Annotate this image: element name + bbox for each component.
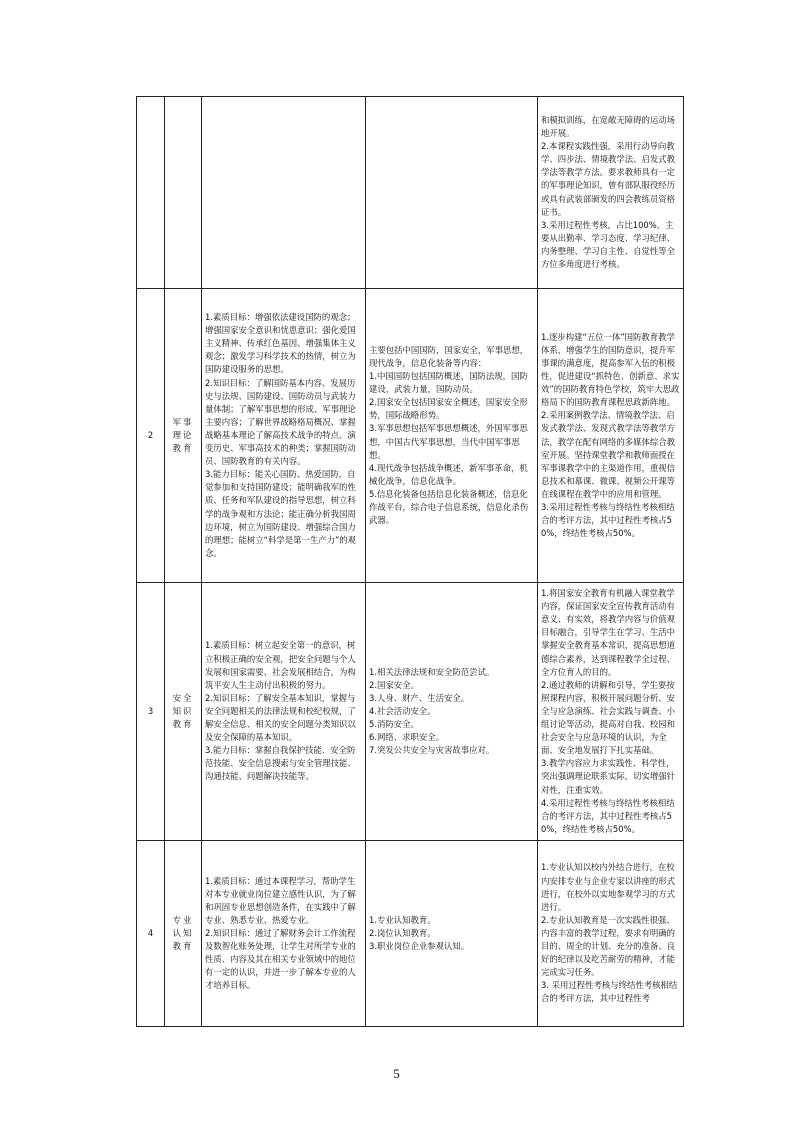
- cell-paragraph: 2.知识目标：通过了解财务会计工作流程及数智化账务处理，让学生对所学专业的性质、内容及其在相关专业领域中的地位有一定的认识，并进一步了解本专业的人才培养目标。: [205, 927, 356, 991]
- cell-paragraph: 2.专业认知教育是一次实践性很强、内容丰富的教学过程，要求有明确的目的、周全的计划、充分的准备、良好的纪律以及吃苦耐劳的精神，才能完成实习任务。: [541, 914, 675, 978]
- cell-paragraph: 1.素质目标：增强依法建设国防的观念；增强国家安全意识和忧患意识；强化爱国主义精神、传承红色基因、增强集体主义观念；激发学习科学技术的热情，树立为国防建设服务的思想。: [205, 312, 356, 375]
- cell-paragraph: 6.网络、求职安全。: [369, 732, 444, 743]
- course-name: [165, 97, 202, 289]
- row-number: 4: [137, 841, 165, 1027]
- cell-paragraph: 1.逐步构建“五位一体”国防教育教学体系，增强学生的国防意识，提升军事课的满意度，提高参军入伍的积极性，促进建设“抓特色、创新意、求实效”的国防教育特色学校，筑牢大思政格局下的国防教育课程思政新阵地。: [541, 331, 680, 408]
- cell-paragraph: 3.能力目标：能关心国防、热爱国防，自觉参加和支持国防建设；能明确我军的性质、任务和军队建设的指导思想，树立科学的战争观和方法论；能正确分析我国周边环境，树立为国防建设、增强综合国力的理想；能树立“科学是第一生产力”的观念。: [205, 469, 357, 558]
- cell-paragraph: 2.本课程实践性强，采用行动导向教学、四步法、情境教学法、启发式教学法等教学方法。要求教师具有一定的军事理论知识，曾有部队服役经历或具有武装部颁发的四会教练员资格证书。: [541, 141, 675, 217]
- table-row: [137, 289, 684, 583]
- cell-paragraph: 4.社会活动安全。: [369, 705, 436, 716]
- cell-paragraph: 3.军事思想包括军事思想概述，外国军事思想，中国古代军事思想，当代中国军事思想。: [369, 423, 528, 460]
- cell-paragraph: 1.中国国防包括国防概述，国防法规，国防建设，武装力量，国防动员。: [369, 371, 528, 395]
- course-content: [366, 583, 538, 841]
- cell-paragraph: 4.采用过程性考核与终结性考核相结合的考评方法，其中过程性考核占50%，终结性考核占50%。: [541, 797, 675, 834]
- course-content: [366, 289, 538, 583]
- cell-paragraph: 5.消防安全。: [369, 719, 419, 730]
- table-row: [137, 97, 684, 289]
- cell-paragraph: 7.突发公共安全与灾害故事应对。: [369, 745, 495, 756]
- cell-paragraph: 1.专业认知教育。: [369, 914, 436, 925]
- course-objectives: [202, 97, 366, 289]
- cell-paragraph: 2.岗位认知教育。: [369, 927, 436, 938]
- cell-paragraph: 和模拟训练，在宽敞无障碍的运动场地开展。: [541, 114, 675, 139]
- course-content: [366, 97, 538, 289]
- cell-paragraph: 3.教学内容应力求实践性、科学性，突出强调理论联系实际，切实增强针对性，注重实效。: [541, 758, 675, 795]
- row-number: [137, 97, 165, 289]
- page-number: 5: [393, 1066, 400, 1081]
- cell-paragraph: 2.国家安全包括国家安全概述，国家安全形势，国际战略形势。: [369, 397, 528, 421]
- cell-paragraph: 3.能力目标：掌握自我保护技能、安全防范技能、安全信息搜索与安全管理技能、沟通技能、问题解决技能等。: [205, 745, 356, 782]
- cell-paragraph: 2.通过教师的讲解和引导，学生要按照课程内容，积极开展问题分析、安全与应急演练、社会实践与调查、小组讨论等活动，提高对自我、校园和社会安全与应急环境的认识，为全面、安全地发展打下扎实基础。: [541, 679, 675, 756]
- cell-paragraph: 3.采用过程性考核，占比100%，主要从出勤率、学习态度、学习纪律、内务整理、学习自主性、自觉性等全方位多角度进行考核。: [541, 219, 675, 269]
- cell-paragraph: 3.采用过程性考核与终结性考核相结合的考评方法，其中过程性考核占50%，终结性考核占50%。: [541, 501, 675, 539]
- course-content: [366, 841, 538, 1027]
- cell-paragraph: 2.采用案例教学法、情境教学法、启发式教学法、发现式教学法等教学方法，教学在配有网络的多媒体综合教室开展。坚持课堂教学和教师面授在军事课教学中的主渠道作用，重视信息技术和慕课、微课、视频公开课等在线课程在教学中的应用和管理。: [541, 410, 675, 499]
- cell-paragraph: 1.相关法律法规和安全防范尝试。: [369, 666, 495, 677]
- cell-paragraph: 4.现代战争包括战争概述，新军事革命，机械化战争，信息化战争。: [369, 462, 528, 486]
- course-objectives: [202, 289, 366, 583]
- course-objectives: [202, 583, 366, 841]
- table-row: [137, 841, 684, 1027]
- cell-paragraph: 2.国家安全。: [369, 679, 419, 690]
- cell-paragraph: 3.人身、财产、生活安全。: [369, 692, 470, 703]
- cell-paragraph: 1.将国家安全教育有机融入课堂教学内容，保证国家安全宣传教育活动有意义、有实效，将教学内容与价值观目标融合，引导学生在学习、生活中掌握安全教育基本常识，提高思想道德综合素养，达到课程教学全过程、全方位育人的目的。: [541, 588, 675, 677]
- cell-paragraph: 2.知识目标：了解国防基本内容、发展历史与法规、国防建设、国防动员与武装力量体制；了解军事思想的形成、军事理论主要内容；了解世界战略格局概况、掌握战略基本理论了解高技术战争的特点、演变历史、军事高技术的种类；掌握国防动员、国防教育的有关内容。: [205, 377, 356, 467]
- teaching-requirements: [538, 583, 684, 841]
- course-objectives: [202, 841, 366, 1027]
- course-name: 专业认知教育: [165, 841, 202, 1027]
- teaching-requirements: [538, 841, 684, 1027]
- curriculum-table: [136, 96, 684, 1027]
- course-name: 军事理论教育: [165, 289, 202, 583]
- row-number: 3: [137, 583, 165, 841]
- cell-paragraph: 3.职业岗位企业参观认知。: [369, 941, 470, 952]
- cell-paragraph: 5.信息化装备包括信息化装备概述，信息化作战平台，综合电子信息系统，信息化杀伤武器。: [369, 488, 529, 526]
- cell-paragraph: 2.知识目标：了解安全基本知识，掌握与安全问题相关的法律法规和校纪校规，了解安全信息、相关的安全问题分类知识以及安全保障的基本知识。: [205, 692, 356, 743]
- teaching-requirements: [538, 289, 684, 583]
- cell-paragraph: 3. 采用过程性考核与终结性考核相结合的考评方法，其中过程性考: [541, 980, 678, 1004]
- table-row: [137, 583, 684, 841]
- cell-paragraph: 1.素质目标：通过本课程学习，帮助学生对本专业就业岗位建立感性认识，为了解和巩固专业思想创造条件，在实践中了解专业、熟悉专业、热爱专业。: [205, 875, 356, 925]
- course-name: 安全知识教育: [165, 583, 202, 841]
- row-number: 2: [137, 289, 165, 583]
- cell-paragraph: 1.专业认知以校内外结合进行，在校内安排专业与企业专家以讲座的形式进行，在校外以实地参观学习的方式进行。: [541, 862, 675, 912]
- cell-paragraph: 1.素质目标：树立起安全第一的意识，树立积极正确的安全观，把安全问题与个人发展和国家需要、社会发展相结合，为构筑平安人生主动付出积极的努力。: [205, 640, 356, 690]
- teaching-requirements: [538, 97, 684, 289]
- cell-paragraph: 主要包括中国国防，国家安全，军事思想，现代战争，信息化装备等内容：: [369, 344, 529, 368]
